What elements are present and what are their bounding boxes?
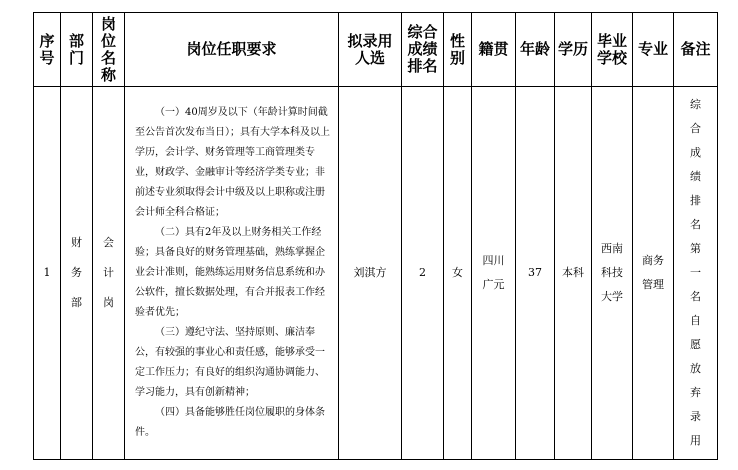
header-candidate: 拟录用人选: [339, 13, 402, 87]
recruitment-table: [33, 12, 718, 460]
header-school: 毕业学校: [592, 13, 633, 87]
table-header-row: [34, 13, 718, 87]
cell-major: 商务管理: [633, 87, 674, 460]
cell-education: 本科: [555, 87, 592, 460]
requirement-item: （三）遵纪守法、坚持原则、廉洁奉公，有较强的事业心和责任感，能够承受一定工作压力；有良好的组织沟通协调能力、学习能力，具有创新精神；: [135, 327, 325, 398]
header-requirements: 岗位任职要求: [125, 13, 339, 87]
cell-gender: 女: [444, 87, 472, 460]
cell-origin: 四川 广元: [472, 87, 516, 460]
requirement-item: （二）具有2年及以上财务相关工作经验；具备良好的财务管理基础，熟练掌握企业会计准则，能熟练运用财务信息系统和办公软件，擅长数据处理，有合并报表工作经验者优先；: [135, 227, 325, 318]
header-gender: 性别: [444, 13, 472, 87]
header-education: 学历: [555, 13, 592, 87]
cell-note: 综合成绩排名第一名自愿放弃录用: [674, 87, 718, 460]
cell-seq: 1: [34, 87, 61, 460]
cell-dept: 财务部: [61, 87, 93, 460]
header-post: 岗位名称: [93, 13, 125, 87]
cell-school: 西南科技大学: [592, 87, 633, 460]
cell-age: 37: [516, 87, 555, 460]
cell-requirements: [125, 87, 339, 460]
cell-rank: 2: [402, 87, 444, 460]
header-seq: 序号: [34, 13, 61, 87]
requirement-item: （一）40周岁及以下（年龄计算时间截至公告首次发布当日）；具有大学本科及以上学历，会计学、财务管理等工商管理类专业，财政学、金融审计等经济学类专业；非前述专业须取得会计中级及以上职称或注册会计师全科合格证；: [135, 107, 330, 218]
header-dept: 部门: [61, 13, 93, 87]
header-major: 专业: [633, 13, 674, 87]
table-row: [34, 87, 718, 460]
header-rank: 综合成绩排名: [402, 13, 444, 87]
cell-candidate: 刘淇方: [339, 87, 402, 460]
header-note: 备注: [674, 13, 718, 87]
requirement-item: （四）具备能够胜任岗位履职的身体条件。: [135, 407, 325, 438]
header-origin: 籍贯: [472, 13, 516, 87]
cell-post: 会计岗: [93, 87, 125, 460]
header-age: 年龄: [516, 13, 555, 87]
